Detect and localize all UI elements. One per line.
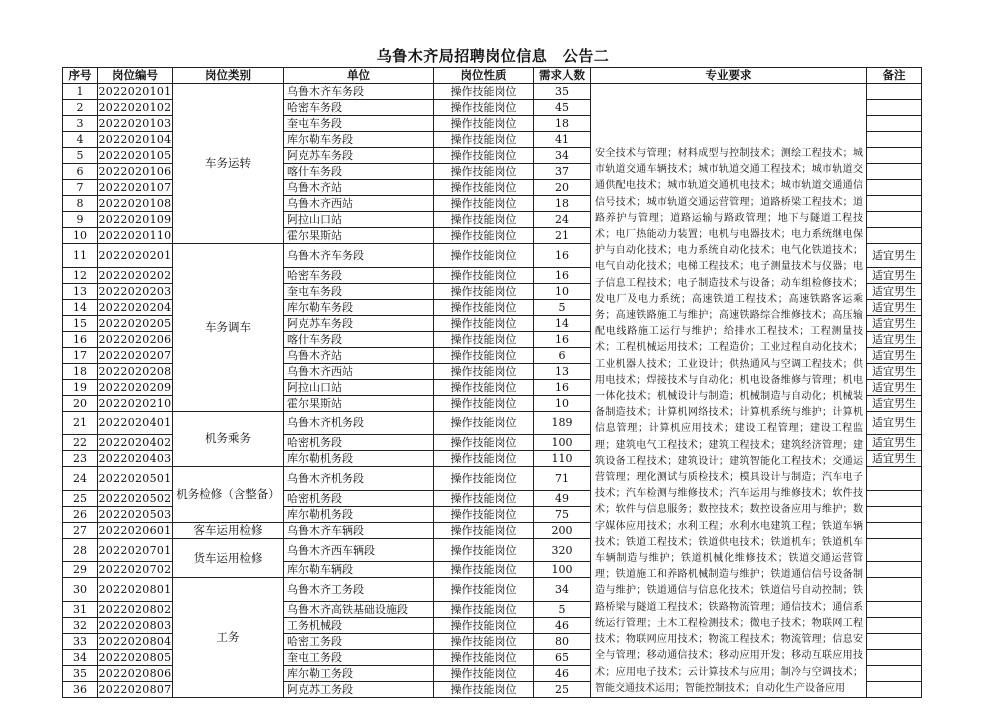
position-nature: 操作技能岗位	[434, 665, 534, 681]
row-number: 10	[63, 228, 98, 244]
page-title: 乌鲁木齐局招聘岗位信息 公告二	[376, 47, 610, 65]
remark: 适宜男生	[867, 395, 922, 411]
remark: 适宜男生	[867, 379, 922, 395]
row-number: 14	[63, 299, 98, 315]
unit-name: 乌鲁木齐机务段	[284, 411, 434, 435]
row-number: 11	[63, 244, 98, 268]
position-nature: 操作技能岗位	[434, 148, 534, 164]
unit-name: 乌鲁木齐西站	[284, 363, 434, 379]
row-number: 32	[63, 617, 98, 633]
position-nature: 操作技能岗位	[434, 578, 534, 602]
unit-name: 哈密机务段	[284, 490, 434, 506]
headcount: 20	[534, 180, 591, 196]
unit-name: 库尔勒机务段	[284, 451, 434, 467]
remark: 适宜男生	[867, 347, 922, 363]
unit-name: 阿克苏车务段	[284, 315, 434, 331]
headcount: 80	[534, 633, 591, 649]
row-number: 28	[63, 538, 98, 562]
row-number: 25	[63, 490, 98, 506]
remark: 适宜男生	[867, 283, 922, 299]
unit-name: 哈密工务段	[284, 633, 434, 649]
remark	[867, 116, 922, 132]
row-number: 22	[63, 435, 98, 451]
unit-name: 乌鲁木齐西站	[284, 196, 434, 212]
headcount: 189	[534, 411, 591, 435]
position-code: 2022020109	[98, 213, 172, 226]
unit-name: 库尔勒机务段	[284, 506, 434, 522]
remark	[867, 681, 922, 697]
row-number: 26	[63, 506, 98, 522]
position-nature: 操作技能岗位	[434, 379, 534, 395]
position-nature: 操作技能岗位	[434, 84, 534, 100]
row-number: 12	[63, 267, 98, 283]
row-number: 30	[63, 578, 98, 602]
headcount: 25	[534, 681, 591, 697]
remark	[867, 506, 922, 522]
headcount: 41	[534, 132, 591, 148]
remark	[867, 196, 922, 212]
unit-name: 工务机械段	[284, 617, 434, 633]
unit-name: 乌鲁木齐车务段	[284, 244, 434, 268]
position-code: 2022020201	[98, 244, 173, 268]
remark	[867, 649, 922, 665]
unit-name: 库尔勒车辆段	[284, 562, 434, 578]
remark	[867, 212, 922, 228]
headcount: 35	[534, 84, 591, 100]
remark: 适宜男生	[867, 411, 922, 435]
remark: 适宜男生	[867, 315, 922, 331]
row-number: 5	[63, 148, 98, 164]
unit-name: 阿克苏工务段	[284, 681, 434, 697]
position-nature: 操作技能岗位	[434, 562, 534, 578]
position-nature: 操作技能岗位	[434, 100, 534, 116]
remark: 适宜男生	[867, 363, 922, 379]
row-number: 4	[63, 132, 98, 148]
row-number: 15	[63, 315, 98, 331]
headcount: 100	[534, 435, 591, 451]
header-nature: 岗位性质	[434, 68, 534, 84]
unit-name: 乌鲁木齐高铁基础设施段	[284, 601, 434, 617]
unit-name: 阿克苏车务段	[284, 148, 434, 164]
headcount: 16	[534, 331, 591, 347]
header-code: 岗位编号	[98, 68, 173, 84]
position-code: 2022020107	[98, 181, 172, 194]
position-code: 2022020804	[98, 634, 172, 648]
unit-name: 阿拉山口站	[284, 212, 434, 228]
position-nature: 操作技能岗位	[434, 196, 534, 212]
position-nature: 操作技能岗位	[434, 451, 534, 467]
headcount: 75	[534, 506, 591, 522]
position-category: 工务	[173, 578, 284, 698]
headcount: 45	[534, 100, 591, 116]
headcount: 24	[534, 212, 591, 228]
headcount: 46	[534, 665, 591, 681]
headcount: 5	[534, 601, 591, 617]
row-number: 8	[63, 196, 98, 212]
remark	[867, 180, 922, 196]
remark	[867, 522, 922, 538]
position-code: 2022020207	[98, 348, 172, 362]
unit-name: 库尔勒车务段	[284, 299, 434, 315]
headcount: 46	[534, 617, 591, 633]
position-code: 2022020403	[98, 452, 172, 466]
position-code: 2022020702	[98, 563, 172, 577]
position-code: 2022020203	[98, 284, 172, 298]
position-nature: 操作技能岗位	[434, 522, 534, 538]
remark: 适宜男生	[867, 451, 922, 467]
position-code: 2022020802	[98, 602, 172, 616]
unit-name: 霍尔果斯站	[284, 228, 434, 244]
remark	[867, 228, 922, 244]
row-number: 31	[63, 601, 98, 617]
remark	[867, 490, 922, 506]
position-nature: 操作技能岗位	[434, 467, 534, 491]
position-code: 2022020204	[98, 300, 172, 314]
position-nature: 操作技能岗位	[434, 506, 534, 522]
remark: 适宜男生	[867, 267, 922, 283]
position-nature: 操作技能岗位	[434, 315, 534, 331]
unit-name: 奎屯车务段	[284, 116, 434, 132]
position-category: 车务运转	[173, 84, 284, 244]
row-number: 9	[63, 212, 98, 228]
position-code: 2022020806	[98, 666, 172, 680]
position-nature: 操作技能岗位	[434, 244, 534, 268]
remark	[867, 601, 922, 617]
headcount: 320	[534, 538, 591, 562]
header-category: 岗位类别	[173, 68, 284, 84]
position-code: 2022020209	[98, 380, 172, 394]
position-nature: 操作技能岗位	[434, 490, 534, 506]
headcount: 34	[534, 578, 591, 602]
position-nature: 操作技能岗位	[434, 299, 534, 315]
remark	[867, 617, 922, 633]
remark: 适宜男生	[867, 299, 922, 315]
remark: 适宜男生	[867, 244, 922, 268]
position-nature: 操作技能岗位	[434, 435, 534, 451]
header-row	[63, 68, 922, 84]
position-code: 2022020205	[98, 316, 172, 330]
position-nature: 操作技能岗位	[434, 116, 534, 132]
remark	[867, 665, 922, 681]
remark	[867, 100, 922, 116]
row-number: 1	[63, 84, 98, 100]
headcount: 37	[534, 164, 591, 180]
position-nature: 操作技能岗位	[434, 212, 534, 228]
headcount: 100	[534, 562, 591, 578]
row-number: 7	[63, 180, 98, 196]
position-nature: 操作技能岗位	[434, 633, 534, 649]
header-count: 需求人数	[534, 68, 591, 84]
unit-name: 乌鲁木齐站	[284, 347, 434, 363]
row-number: 20	[63, 395, 98, 411]
position-nature: 操作技能岗位	[434, 267, 534, 283]
unit-name: 奎屯工务段	[284, 649, 434, 665]
position-code: 2022020502	[98, 491, 172, 505]
position-category: 货车运用检修	[173, 538, 284, 578]
header-note: 备注	[867, 68, 922, 84]
position-code: 2022020104	[98, 133, 172, 146]
row-number: 18	[63, 363, 98, 379]
remark	[867, 148, 922, 164]
position-nature: 操作技能岗位	[434, 132, 534, 148]
position-nature: 操作技能岗位	[434, 228, 534, 244]
headcount: 16	[534, 267, 591, 283]
row-number: 17	[63, 347, 98, 363]
position-code: 2022020807	[98, 682, 172, 696]
row-number: 13	[63, 283, 98, 299]
remark	[867, 562, 922, 578]
headcount: 18	[534, 116, 591, 132]
position-nature: 操作技能岗位	[434, 411, 534, 435]
headcount: 49	[534, 490, 591, 506]
headcount: 65	[534, 649, 591, 665]
position-nature: 操作技能岗位	[434, 180, 534, 196]
position-category: 车务调车	[173, 244, 284, 412]
remark: 适宜男生	[867, 331, 922, 347]
remark	[867, 132, 922, 148]
headcount: 10	[534, 283, 591, 299]
headcount: 14	[534, 315, 591, 331]
unit-name: 奎屯车务段	[284, 283, 434, 299]
row-number: 19	[63, 379, 98, 395]
position-code: 2022020701	[98, 538, 173, 562]
row-number: 33	[63, 633, 98, 649]
row-number: 23	[63, 451, 98, 467]
header-requirement: 专业要求	[591, 68, 867, 84]
table-row	[63, 84, 922, 100]
position-category: 客车运用检修	[173, 522, 284, 538]
position-nature: 操作技能岗位	[434, 331, 534, 347]
remark	[867, 467, 922, 491]
row-number: 27	[63, 522, 98, 538]
unit-name: 乌鲁木齐西车辆段	[284, 538, 434, 562]
position-code: 2022020503	[98, 507, 172, 521]
headcount: 6	[534, 347, 591, 363]
unit-name: 喀什车务段	[284, 164, 434, 180]
headcount: 16	[534, 244, 591, 268]
headcount: 18	[534, 196, 591, 212]
headcount: 13	[534, 363, 591, 379]
position-nature: 操作技能岗位	[434, 649, 534, 665]
header-no: 序号	[63, 68, 98, 84]
major-requirements: 安全技术与管理；材料成型与控制技术；测绘工程技术；城市轨道交通车辆技术；城市轨道交通工程技术；城市轨道交通供配电技术；城市轨道交通机电技术；城市轨道交通通信信号技术；城市轨道交通运营管理；道路桥梁工程技术；道路养护与管理；道路运输与路政管理；地下与隧道工程技术；电厂热能动力装置；电机与电器技术；电力系统继电保护与自动化技术；电力系统自动化技术；电气化铁道技术；电气自动化技术；电梯工程技术；电子测量技术与仪器；电子信息工程技术；电子制造技术与设备；动车组检修技术；发电厂及电力系统；高速铁道工程技术；高速铁路客运乘务；高速铁路施工与维护；高速铁路综合维修技术；高压输配电线路施工运行与维护；给排水工程技术；工程测量技术；工程机械运用技术；工程造价；工业过程自动化技术；工业机器人技术；工业设计；供热通风与空调工程技术；供用电技术；焊接技术与自动化；机电设备维修与管理；机电一体化技术；机械设计与制造；机械制造与自动化；机械装备制造技术；计算机网络技术；计算机系统与维护；计算机信息管理；计算机应用技术；建设工程管理；建设工程监理；建筑电气工程技术；建筑工程技术；建筑经济管理；建筑设备工程技术；建筑设计；建筑智能化工程技术；交通运营管理；理化测试与质检技术；模具设计与制造；汽车电子技术；汽车检测与维修技术；汽车运用与维修技术；软件技术；软件与信息服务；数控技术；数控设备应用与维护；数字媒体应用技术；水利工程；水利水电建筑工程；铁道车辆技术；铁道工程技术；铁道供电技术；铁道机车；铁道机车车辆制造与维护；铁道机械化维修技术；铁道交通运营管理；铁道施工和养路机械制造与维护；铁道通信信号设备制造与维护；铁道通信与信息化技术；铁道信号自动控制；铁路桥梁与隧道工程技术；铁路物流管理；通信技术；通信系统运行管理；土木工程检测技术；微电子技术；物联网工程技术；物联网应用技术；物流工程技术；物流管理；信息安全与管理；移动通信技术；移动应用开发；移动互联应用技术；应用电子技术；云计算技术与应用；制冷与空调技术；智能交通技术运用；智能控制技术；自动化生产设备应用	[591, 84, 867, 698]
recruitment-table	[62, 67, 922, 698]
remark	[867, 84, 922, 100]
position-code: 2022020106	[98, 165, 172, 178]
position-code: 2022020402	[98, 436, 172, 450]
row-number: 6	[63, 164, 98, 180]
position-code: 2022020105	[98, 149, 172, 162]
position-nature: 操作技能岗位	[434, 617, 534, 633]
row-number: 34	[63, 649, 98, 665]
unit-name: 哈密车务段	[284, 100, 434, 116]
position-code: 2022020210	[98, 396, 172, 410]
position-nature: 操作技能岗位	[434, 601, 534, 617]
position-code: 2022020206	[98, 332, 172, 346]
unit-name: 阿拉山口站	[284, 379, 434, 395]
position-nature: 操作技能岗位	[434, 538, 534, 562]
position-nature: 操作技能岗位	[434, 164, 534, 180]
headcount: 21	[534, 228, 591, 244]
row-number: 2	[63, 100, 98, 116]
row-number: 21	[63, 411, 98, 435]
unit-name: 库尔勒车务段	[284, 132, 434, 148]
remark	[867, 164, 922, 180]
unit-name: 哈密车务段	[284, 267, 434, 283]
position-nature: 操作技能岗位	[434, 347, 534, 363]
headcount: 200	[534, 522, 591, 538]
position-code: 2022020108	[98, 197, 172, 210]
position-code: 2022020102	[98, 101, 172, 114]
headcount: 5	[534, 299, 591, 315]
unit-name: 霍尔果斯站	[284, 395, 434, 411]
position-code: 2022020208	[98, 364, 172, 378]
position-code: 2022020110	[98, 229, 172, 242]
row-number: 36	[63, 681, 98, 697]
unit-name: 喀什车务段	[284, 331, 434, 347]
position-nature: 操作技能岗位	[434, 283, 534, 299]
position-code: 2022020803	[98, 618, 172, 632]
unit-name: 哈密机务段	[284, 435, 434, 451]
headcount: 34	[534, 148, 591, 164]
headcount: 110	[534, 451, 591, 467]
position-code: 2022020501	[98, 467, 173, 491]
headcount: 71	[534, 467, 591, 491]
position-category: 机务检修（含整备）	[173, 467, 284, 523]
header-unit: 单位	[284, 68, 434, 84]
headcount: 16	[534, 379, 591, 395]
position-code: 2022020103	[98, 117, 172, 130]
position-code: 2022020401	[98, 411, 173, 435]
position-code: 2022020601	[98, 523, 172, 537]
row-number: 35	[63, 665, 98, 681]
position-code: 2022020805	[98, 650, 172, 664]
remark	[867, 633, 922, 649]
row-number: 24	[63, 467, 98, 491]
position-category: 机务乘务	[173, 411, 284, 467]
position-nature: 操作技能岗位	[434, 363, 534, 379]
position-code: 2022020101	[98, 85, 172, 98]
unit-name: 乌鲁木齐机务段	[284, 467, 434, 491]
remark	[867, 578, 922, 602]
unit-name: 乌鲁木齐车务段	[284, 84, 434, 100]
unit-name: 乌鲁木齐站	[284, 180, 434, 196]
headcount: 10	[534, 395, 591, 411]
position-nature: 操作技能岗位	[434, 395, 534, 411]
position-nature: 操作技能岗位	[434, 681, 534, 697]
row-number: 29	[63, 562, 98, 578]
remark	[867, 538, 922, 562]
unit-name: 乌鲁木齐工务段	[284, 578, 434, 602]
position-code: 2022020801	[98, 578, 173, 602]
position-code: 2022020202	[98, 268, 172, 282]
remark: 适宜男生	[867, 435, 922, 451]
row-number: 3	[63, 116, 98, 132]
row-number: 16	[63, 331, 98, 347]
unit-name: 乌鲁木齐车辆段	[284, 522, 434, 538]
unit-name: 库尔勒工务段	[284, 665, 434, 681]
